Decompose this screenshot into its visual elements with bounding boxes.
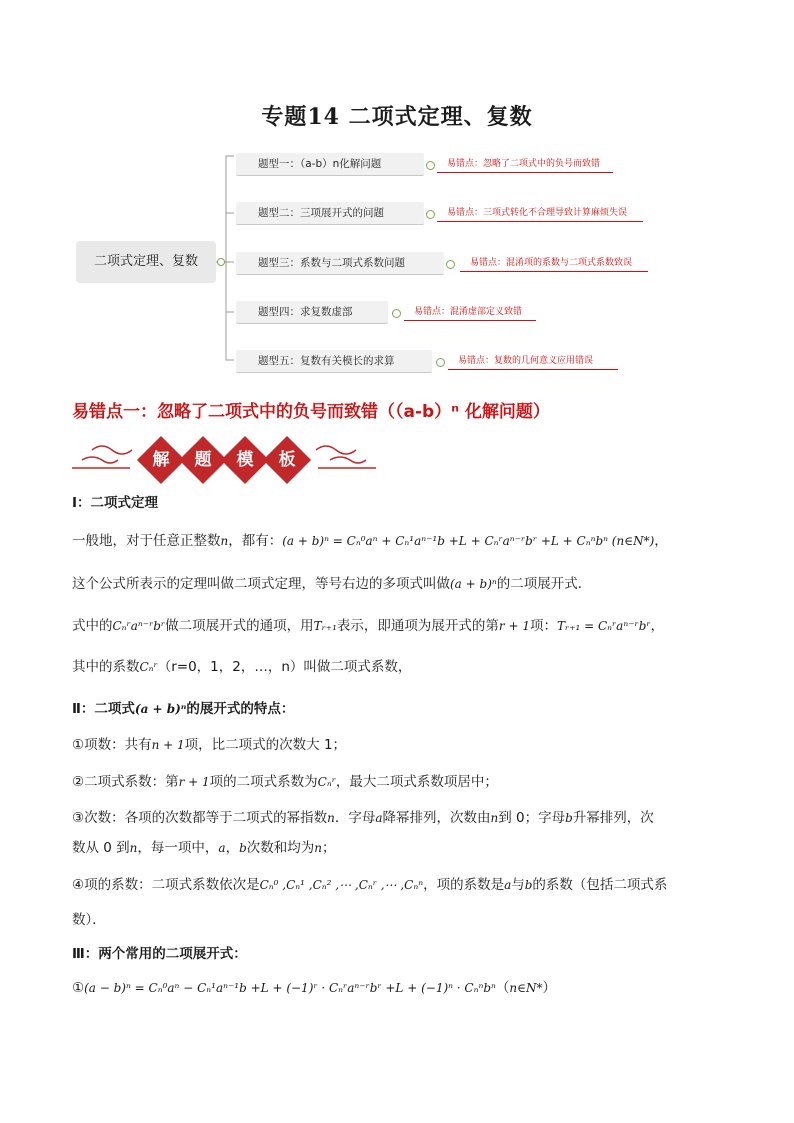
feature-term-coefficient-line-1: ④项的系数：二项式系数依次是Cₙ⁰ ,Cₙ¹ ,Cₙ² ,⋯ ,Cₙʳ ,⋯ ,Cₙⁿ，项的系数是a与b的系数（包括二项式系 (72, 877, 668, 893)
branch-3-node-icon (446, 260, 455, 269)
mind-map-root: 二项式定理、复数 (76, 241, 216, 283)
feature-degree-line-1: ③次数：各项的次数都等于二项式的幂指数n．字母a降幂排列，次数由n到 0；字母b升幂排列，次 (72, 810, 654, 826)
branch-5: 题型五：复数有关模长的求算 (236, 350, 432, 373)
branch-2: 题型二：三项展开式的问题 (236, 202, 424, 225)
paragraph-general-term: 式中的Cₙʳaⁿ⁻ʳbʳ做二项展开式的通项，用Tᵣ₊₁表示，即通项为展开式的第r + 1项：Tᵣ₊₁ = Cₙʳaⁿ⁻ʳbʳ， (72, 618, 665, 634)
banner-char-1: 解 (137, 436, 185, 484)
page-title: 专题14 二项式定理、复数 (261, 104, 533, 130)
paragraph-expansion: 这个公式所表示的定理叫做二项式定理，等号右边的多项式叫做(a + b)ⁿ的二项展开式． (72, 576, 592, 592)
expansion-a-minus-b: ①(a − b)ⁿ = Cₙ⁰aⁿ − Cₙ¹aⁿ⁻¹b +L + (−1)ʳ · Cₙʳaⁿ⁻ʳbʳ +L + (−1)ⁿ · Cₙⁿbⁿ（n∈N*） (72, 980, 557, 996)
heading-features: Ⅱ：二项式(a + b)ⁿ的展开式的特点： (72, 701, 295, 717)
branch-3: 题型三：系数与二项式系数问题 (236, 252, 444, 275)
feature-binomial-coefficient: ②二项式系数：第r + 1项的二项式系数为Cₙʳ，最大二项式系数项居中； (72, 774, 498, 790)
section-heading: 易错点一：忽略了二项式中的负号而致错（（a-b）ⁿ 化解问题） (72, 402, 550, 422)
paragraph-theorem: 一般地，对于任意正整数n，都有：(a + b)ⁿ = Cₙ⁰aⁿ + Cₙ¹aⁿ⁻¹b +L + Cₙʳaⁿ⁻ʳbʳ +L + Cₙⁿbⁿ (n∈N*)， (72, 533, 668, 549)
branch-4: 题型四：求复数虚部 (236, 301, 388, 324)
branch-4-tip: 易错点：混淆虚部定义致错 (404, 304, 536, 321)
branch-1: 题型一：（a-b）n化解问题 (236, 153, 424, 176)
feature-term-coefficient-line-2: 数）． (72, 912, 106, 928)
heading-common-expansions: Ⅲ：两个常用的二项展开式： (72, 946, 247, 962)
feature-degree-line-2: 数从 0 到n，每一项中，a，b次数和均为n； (72, 840, 336, 856)
branch-5-node-icon (436, 358, 445, 367)
branch-5-tip: 易错点：复数的几何意义应用错误 (448, 353, 618, 370)
branch-3-tip: 易错点：混淆项的系数与二项式系数致误 (460, 255, 648, 272)
paragraph-coefficient: 其中的系数Cₙʳ（r=0，1，2，…，n）叫做二项式系数， (72, 659, 412, 675)
branch-1-node-icon (426, 161, 435, 170)
banner-char-3: 模 (221, 436, 269, 484)
branch-4-node-icon (392, 309, 401, 318)
branch-1-tip: 易错点：忽略了二项式中的负号而致错 (437, 156, 613, 173)
banner-char-4: 板 (263, 436, 311, 484)
heading-binomial-theorem: Ⅰ：二项式定理 (72, 495, 159, 511)
feature-term-count: ①项数：共有n + 1项，比二项式的次数大 1； (72, 737, 347, 753)
banner-char-2: 题 (179, 436, 227, 484)
branch-2-node-icon (426, 210, 435, 219)
branch-2-tip: 易错点：三项式转化不合理导致计算麻烦失误 (437, 205, 643, 222)
mind-map-connectors (0, 0, 794, 400)
